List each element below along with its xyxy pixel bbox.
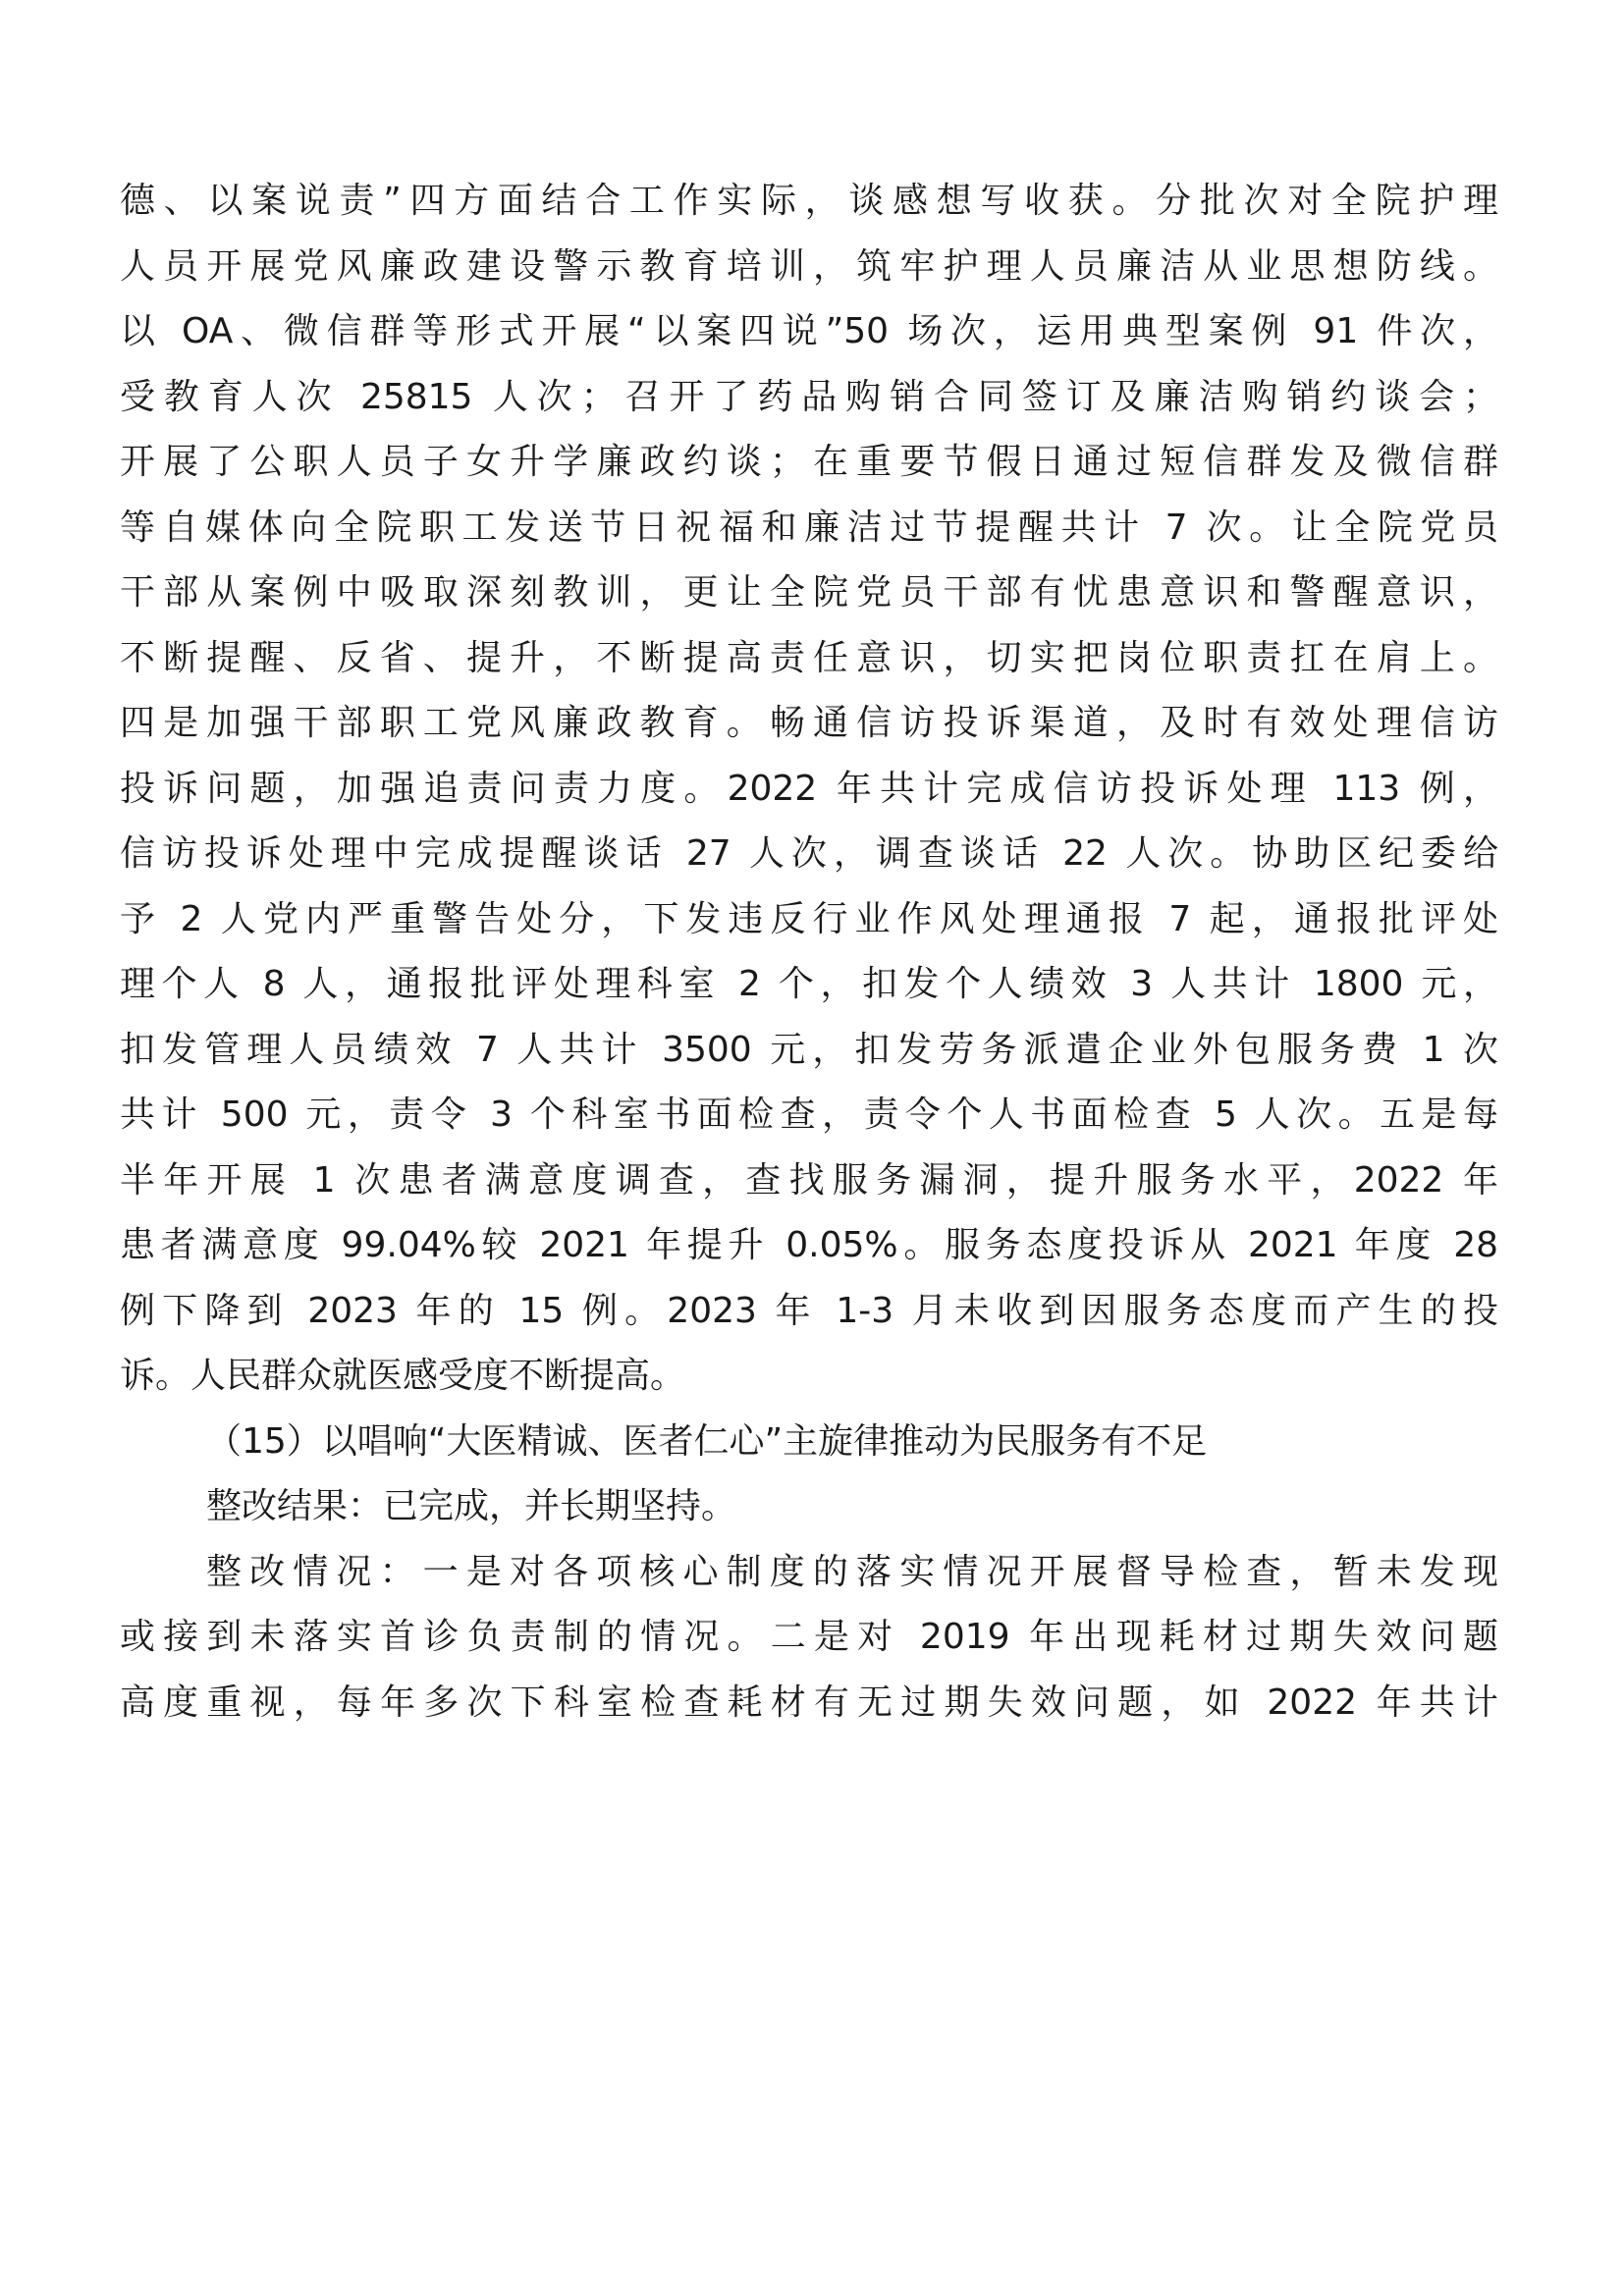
text-line: 理个人 8 人，通报批评处理科室 2 个，扣发个人绩效 3 人共计 1800 元， bbox=[120, 964, 1498, 1004]
text-line: 予 2 人党内严重警告处分，下发违反行业作风处理通报 7 起，通报批评处 bbox=[120, 898, 1498, 939]
text-line: 患者满意度 99.04%较 2021 年提升 0.05%。服务态度投诉从 2021 年度 28 bbox=[120, 1225, 1498, 1265]
text-line: 共计 500 元，责令 3 个科室书面检查，责令个人书面检查 5 人次。五是每 bbox=[120, 1095, 1498, 1135]
text-line: 四是加强干部职工党风廉政教育。畅通信访投诉渠道，及时有效处理信访 bbox=[120, 703, 1498, 743]
section-heading: （15）以唱响“大医精诚、医者仁心”主旋律推动为民服务有不足 bbox=[206, 1420, 1208, 1462]
body-text bbox=[120, 169, 1498, 1735]
text-line: 或接到未落实首诊负责制的情况。二是对 2019 年出现耗材过期失效问题 bbox=[120, 1617, 1498, 1657]
text-line: 德、以案说责”四方面结合工作实际，谈感想写收获。分批次对全院护理 bbox=[120, 181, 1498, 221]
text-line: 不断提醒、反省、提升，不断提高责任意识，切实把岗位职责扛在肩上。 bbox=[120, 637, 1498, 678]
text-line: 半年开展 1 次患者满意度调查，查找服务漏洞，提升服务水平，2022 年 bbox=[120, 1159, 1498, 1201]
rectification-status-line: 整改情况：一是对各项核心制度的落实情况开展督导检查，暂未发现 bbox=[206, 1551, 1498, 1592]
text-line: 干部从案例中吸取深刻教训，更让全院党员干部有忧患意识和警醒意识， bbox=[120, 572, 1498, 613]
text-line: 扣发管理人员绩效 7 人共计 3500 元，扣发劳务派遣企业外包服务费 1 次 bbox=[120, 1029, 1498, 1070]
text-line: 高度重视，每年多次下科室检查耗材有无过期失效问题，如 2022 年共计 bbox=[120, 1682, 1498, 1723]
text-line: 受教育人次 25815 人次；召开了药品购销合同签订及廉洁购销约谈会； bbox=[120, 376, 1498, 417]
text-line: 开展了公职人员子女升学廉政约谈；在重要节假日通过短信群发及微信群 bbox=[120, 442, 1498, 482]
text-line: 诉。人民群众就医感受度不断提高。 bbox=[120, 1356, 686, 1396]
text-line: 信访投诉处理中完成提醒谈话 27 人次，调查谈话 22 人次。协助区纪委给 bbox=[120, 833, 1498, 874]
text-line: 投诉问题，加强追责问责力度。2022 年共计完成信访投诉处理 113 例， bbox=[120, 768, 1498, 809]
text-line: 人员开展党风廉政建设警示教育培训，筑牢护理人员廉洁从业思想防线。 bbox=[120, 245, 1498, 287]
text-line: 例下降到 2023 年的 15 例。2023 年 1-3 月未收到因服务态度而产生的投 bbox=[120, 1290, 1498, 1331]
rectification-result: 整改结果：已完成，并长期坚持。 bbox=[206, 1486, 737, 1526]
text-line: 以 OA、微信群等形式开展“以案四说”50 场次，运用典型案例 91 件次， bbox=[120, 311, 1498, 351]
text-line: 等自媒体向全院职工发送节日祝福和廉洁过节提醒共计 7 次。让全院党员 bbox=[120, 507, 1498, 548]
